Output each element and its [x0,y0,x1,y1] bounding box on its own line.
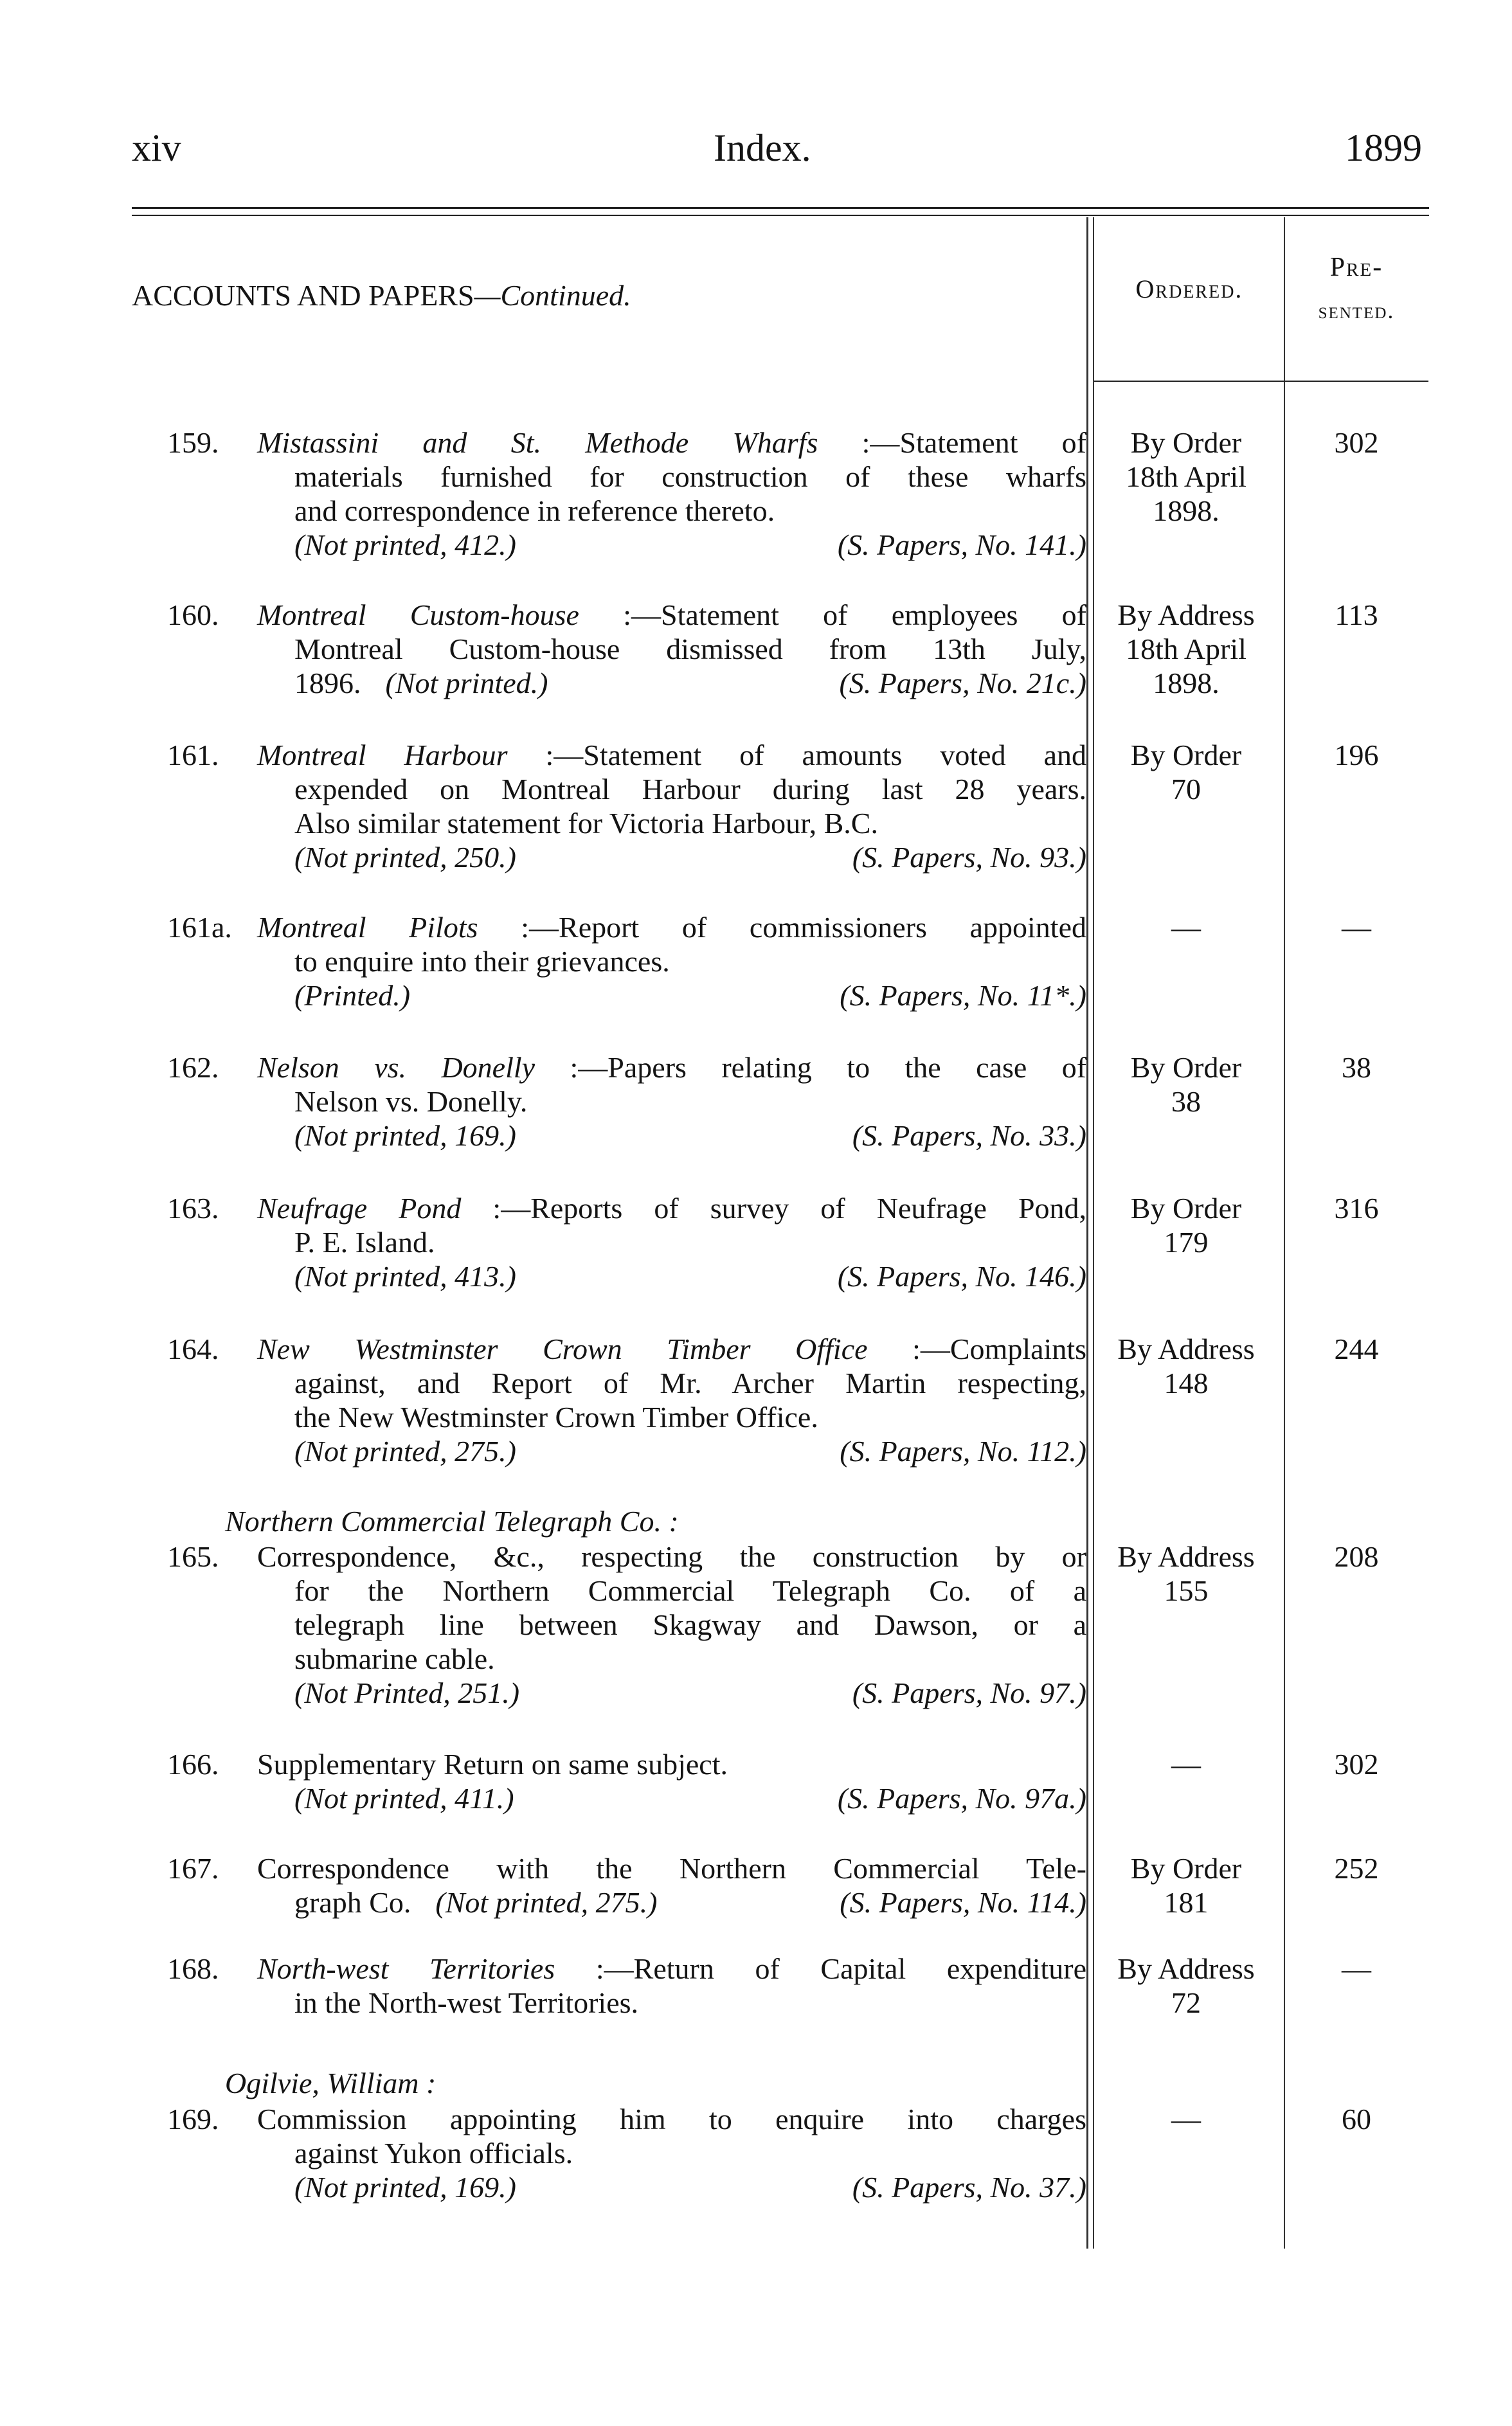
ordered-cell [1093,1952,1279,2020]
presented-cell: 38 [1342,1051,1371,1084]
ordered-value: 148 [1164,1367,1209,1399]
entry-text: Supplementary Return on same subject. [257,1748,728,1781]
entry-first-text [257,1540,1086,1574]
ordered-value: By Order [1130,1051,1242,1084]
entry-separator: :— [478,911,559,944]
entry-text: Reports of survey of Neufrage Pond, [530,1192,1087,1225]
ordered-value: 1898. [1153,494,1220,527]
entry-heading: New Westminster Crown Timber Office [257,1333,868,1365]
index-entry [167,1332,1086,1468]
entry-first-text [257,426,1086,460]
entry-first-line [167,2102,1086,2136]
entry-number: 160. [167,598,219,631]
entry-references [167,528,1086,562]
entry-references [167,1259,1086,1293]
entry-text: Return of Capital expenditure [633,1952,1086,1985]
ordered-value: 155 [1164,1574,1209,1607]
subheading: Ogilvie, William : [225,2067,437,2099]
not-printed-ref: (Not printed, 275.) [294,1435,516,1468]
column-rule-left [1086,217,1088,2249]
ordered-value: By Order [1130,1192,1242,1225]
entry-number: 159. [167,426,219,459]
entry-number: 165. [167,1540,219,1573]
entry-text: Commission appointing him to enquire into charges [257,2103,1086,2135]
entry-references [167,840,1086,874]
ordered-value: By Order [1130,1852,1242,1885]
entry-first-text [257,1332,1086,1366]
entry-separator: :— [555,1952,634,1985]
column-head-rule [1094,381,1428,382]
entry-text: Statement of employees of [660,598,1087,631]
entry-text: Correspondence, &c., respecting the construction by or [257,1540,1086,1573]
ordered-cell [1093,910,1279,944]
header-rule-bottom [132,215,1429,216]
entry-number: 169. [167,2103,219,2135]
entry-heading: Montreal Harbour [257,739,508,771]
year: 1899 [1345,127,1422,169]
entry-line: and correspondence in reference thereto. [294,494,775,527]
entry-first-line [167,738,1086,772]
entry-text: Correspondence with the Northern Commercial Tele- [257,1852,1086,1885]
entry-line: Montreal Custom-house dismissed from 13th July, [294,633,1086,665]
entry-number: 163. [167,1192,219,1225]
presented-cell: 208 [1334,1540,1379,1573]
ordered-cell [1093,1332,1279,1400]
entry-references [167,1119,1086,1153]
entry-first-line [167,1747,1086,1781]
presented-cell: — [1342,911,1371,944]
entry-first-text [257,1747,1086,1781]
not-printed-ref: (Not printed, 412.) [294,528,516,561]
ordered-value: 18th April [1126,460,1246,493]
presented-column-header-1: Pre- [1329,253,1383,282]
ordered-cell [1093,598,1279,700]
ordered-value: By Order [1130,426,1242,459]
index-entry [167,426,1086,562]
entry-line: for the Northern Commercial Telegraph Co. of a [294,1574,1086,1607]
index-entry [167,738,1086,874]
entry-first-line [167,1050,1086,1084]
not-printed-ref: (Not Printed, 251.) [294,1676,520,1709]
presented-cell: — [1342,1952,1371,1985]
entry-line: in the North-west Territories. [294,1986,639,2019]
sessional-paper-ref: (S. Papers, No. 11*.) [840,979,1086,1012]
entry-first-text [257,1952,1086,1986]
sessional-paper-ref: (S. Papers, No. 141.) [837,528,1086,561]
not-printed-ref: (Not printed, 169.) [294,1119,516,1152]
entry-text: Report of commissioners appointed [559,911,1086,944]
entry-number: 162. [167,1051,219,1084]
entry-text: Papers relating to the case of [608,1051,1087,1084]
entry-first-line [167,598,1086,632]
entry-line: expended on Montreal Harbour during last 28 years. [294,773,1086,805]
entry-number: 161. [167,739,219,771]
entry-number: 164. [167,1333,219,1365]
entry-first-line [167,1851,1086,1885]
index-entry [167,1191,1086,1293]
ordered-cell [1093,1851,1279,1919]
ordered-cell [1093,2102,1279,2136]
entry-references [167,1676,1086,1710]
not-printed-ref: (Not printed, 250.) [294,841,516,874]
entry-text: Statement of [899,426,1086,459]
column-rule-right [1284,217,1285,2249]
presented-cell: 302 [1334,426,1379,459]
entry-line: submarine cable. [294,1642,495,1675]
entry-references [167,1781,1086,1815]
entry-first-text [257,1191,1086,1225]
presented-cell: 60 [1342,2103,1371,2135]
ordered-value: — [1171,1748,1201,1781]
not-printed-ref: (Not printed, 169.) [294,2171,516,2204]
section-title [132,278,631,314]
entry-references [167,2170,1086,2204]
index-entry [167,2102,1086,2204]
ordered-cell [1093,426,1279,528]
entry-references [167,666,1086,700]
not-printed-ref: (Printed.) [294,979,411,1012]
sessional-paper-ref: (S. Papers, No. 146.) [837,1260,1086,1293]
index-entry [167,1851,1086,1919]
sessional-paper-ref: (S. Papers, No. 21c.) [839,667,1086,699]
entry-first-line [167,910,1086,944]
entry-first-line [167,1332,1086,1366]
ordered-value: 72 [1171,1986,1201,2019]
entry-line: to enquire into their grievances. [294,945,670,978]
entry-line: 1896. [294,667,361,699]
entry-heading: Montreal Pilots [257,911,478,944]
page-number-roman: xiv [132,127,181,169]
running-title: Index. [714,127,811,169]
entry-line: Nelson vs. Donelly. [294,1085,528,1118]
entry-heading: Nelson vs. Donelly [257,1051,536,1084]
entry-separator: :— [507,739,584,771]
index-entry [167,910,1086,1012]
entry-references [167,1434,1086,1468]
sessional-paper-ref: (S. Papers, No. 114.) [840,1886,1086,1919]
entry-text: Complaints [950,1333,1086,1365]
ordered-cell [1093,1540,1279,1608]
ordered-cell [1093,1747,1279,1781]
ordered-value: 179 [1164,1226,1209,1259]
entry-separator: :— [867,1333,950,1365]
entry-references [167,978,1086,1012]
entry-line: P. E. Island. [294,1226,435,1259]
entry-number: 161a. [167,911,232,944]
entry-line: the New Westminster Crown Timber Office. [294,1401,818,1433]
entry-separator: :— [579,598,661,631]
entry-first-text [257,1050,1086,1084]
presented-cell: 113 [1335,598,1378,631]
entry-separator: :— [535,1051,608,1084]
entry-heading: Mistassini and St. Methode Wharfs [257,426,818,459]
presented-cell: 244 [1334,1333,1379,1365]
sessional-paper-ref: (S. Papers, No. 33.) [852,1119,1086,1152]
entry-first-text [257,598,1086,632]
index-entry [167,1540,1086,1710]
entry-line: against Yukon officials. [294,2137,573,2170]
entry-first-text [257,738,1086,772]
entry-number: 166. [167,1748,219,1781]
entry-first-line [167,426,1086,460]
index-entry [167,1747,1086,1815]
not-printed-ref: (Not printed, 411.) [294,1782,514,1815]
sessional-paper-ref: (S. Papers, No. 37.) [852,2171,1086,2204]
ordered-cell [1093,1191,1279,1259]
index-entry [167,598,1086,700]
ordered-cell [1093,1050,1279,1119]
not-printed-ref: (Not printed, 413.) [294,1260,516,1293]
ordered-column-header: Ordered. [1135,274,1243,303]
entry-first-line [167,1540,1086,1574]
sessional-paper-ref: (S. Papers, No. 93.) [852,841,1086,874]
ordered-value: — [1171,911,1201,944]
entry-first-line [167,1952,1086,1986]
entry-number: 167. [167,1852,219,1885]
entry-first-line [167,1191,1086,1225]
entry-line: graph Co. [294,1886,411,1919]
ordered-value: By Address [1117,1333,1255,1365]
presented-cell: 196 [1334,739,1379,771]
section-title-text: ACCOUNTS AND PAPERS [132,279,474,312]
entry-first-text [257,2102,1086,2136]
index-entry [167,1050,1086,1153]
header-rule-top [132,207,1429,209]
ordered-value: 38 [1171,1085,1201,1118]
entry-separator: :— [818,426,900,459]
ordered-value: 1898. [1153,667,1220,699]
subheading: Northern Commercial Telegraph Co. : [225,1505,679,1538]
sessional-paper-ref: (S. Papers, No. 97a.) [837,1782,1086,1815]
ordered-value: By Address [1117,598,1255,631]
ordered-value: By Address [1117,1952,1255,1985]
ordered-cell [1093,738,1279,806]
entry-line: telegraph line between Skagway and Dawson, or a [294,1608,1086,1641]
ordered-value: 70 [1171,773,1201,805]
section-continued: —Continued. [474,279,631,312]
index-entry [167,1952,1086,2020]
not-printed-ref: (Not printed.) [385,667,548,699]
entry-heading: Neufrage Pond [257,1192,462,1225]
presented-column-header-2: sented. [1318,298,1395,323]
entry-heading: Montreal Custom-house [257,598,579,631]
ordered-value: — [1171,2103,1201,2135]
entry-heading: North-west Territories [257,1952,555,1985]
entry-number: 168. [167,1952,219,1985]
presented-cell: 252 [1334,1852,1379,1885]
sessional-paper-ref: (S. Papers, No. 112.) [840,1435,1086,1468]
entry-first-text [257,910,1086,944]
ordered-value: 181 [1164,1886,1209,1919]
presented-cell: 316 [1334,1192,1379,1225]
not-printed-ref: (Not printed, 275.) [435,1886,658,1919]
presented-cell: 302 [1334,1748,1379,1781]
entry-references [167,1885,1086,1919]
entry-separator: :— [461,1192,531,1225]
entry-line: against, and Report of Mr. Archer Martin respecting, [294,1367,1086,1399]
ordered-value: By Address [1117,1540,1255,1573]
entry-text: Statement of amounts voted and [583,739,1086,771]
entry-first-text [257,1851,1086,1885]
ordered-value: By Order [1130,739,1242,771]
entry-line: materials furnished for construction of these wharfs [294,460,1086,493]
entry-line: Also similar statement for Victoria Harbour, B.C. [294,807,878,840]
sessional-paper-ref: (S. Papers, No. 97.) [852,1676,1086,1709]
ordered-value: 18th April [1126,633,1246,665]
